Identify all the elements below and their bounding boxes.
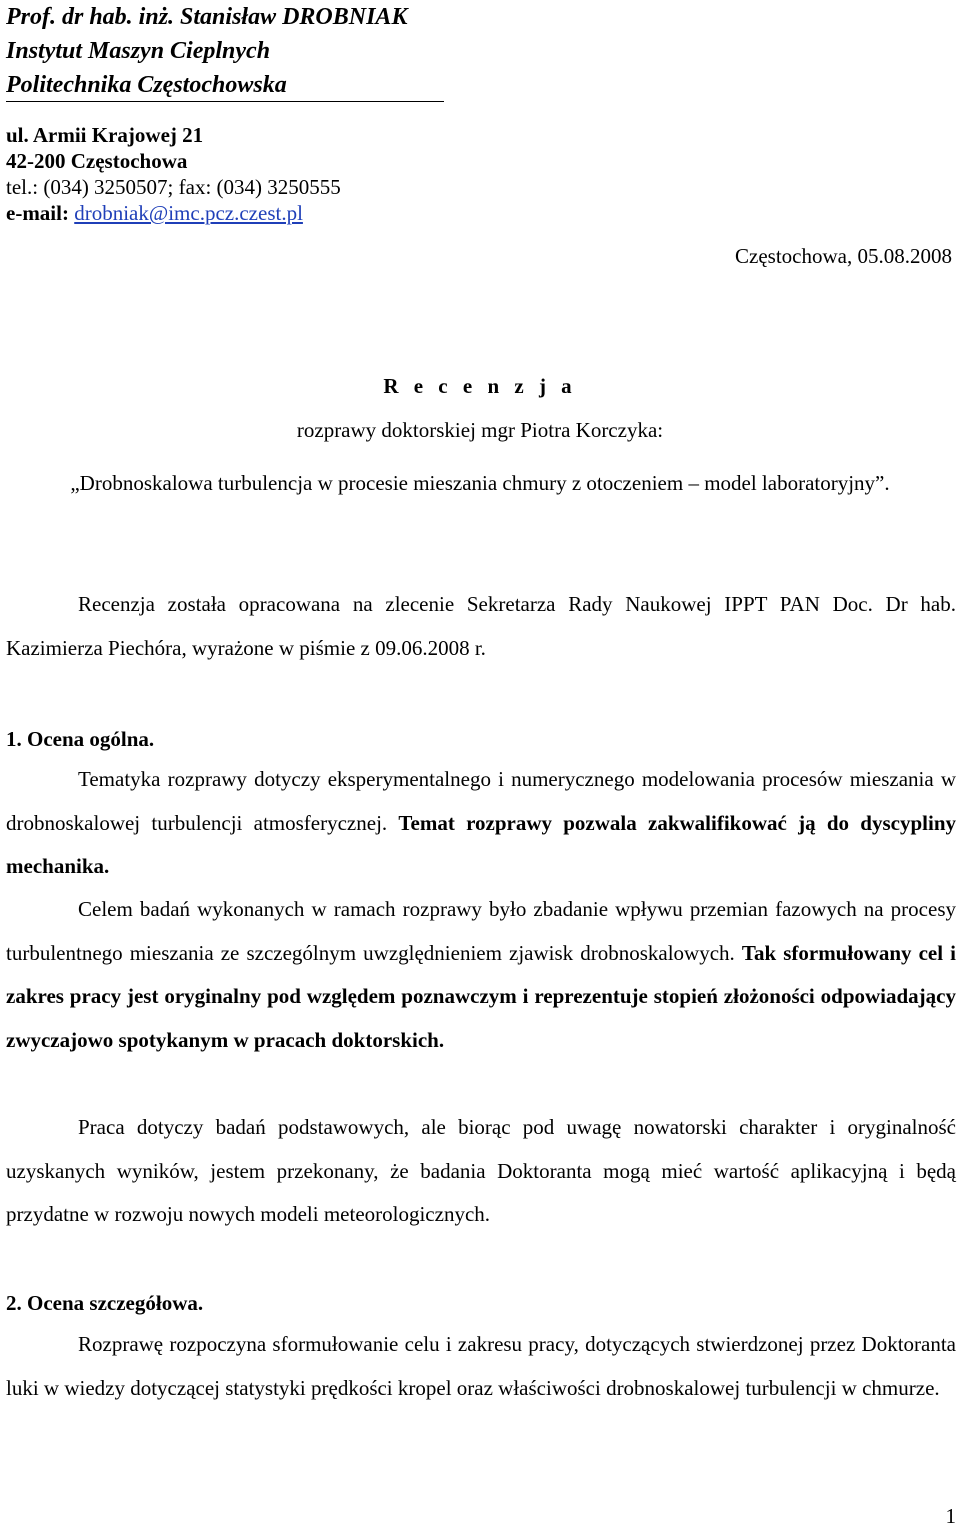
thesis-title-text: „Drobnoskalowa turbulencja w procesie mieszania chmury z otoczeniem – model laboratoryjny”.	[70, 471, 890, 495]
page-number: 1	[945, 1504, 956, 1528]
document-date: Częstochowa, 05.08.2008	[735, 244, 952, 268]
section-2-paragraph-1: Rozprawę rozpoczyna sformułowanie celu i zakresu pracy, dotyczących stwierdzonej przez Doktoranta luki w wiedzy dotyczącej statystyki prędkości kropel oraz właściwości drobnoskalowej turbulencji w chmurze.	[6, 1332, 956, 1400]
email-line	[6, 200, 341, 226]
city-address: 42-200 Częstochowa	[6, 149, 188, 173]
sender-header	[6, 0, 407, 102]
author-name: Prof. dr hab. inż. Stanisław DROBNIAK	[6, 4, 408, 30]
section-1-paragraph-2	[6, 888, 956, 1062]
thesis-title	[0, 461, 960, 505]
s1p2-bold: Tak sformułowany cel i zakres pracy jest oryginalny pod względem poznawczym i reprezentuje stopień złożoności odpowiadający zwyczajowo spotykanym w pracach doktorskich.	[6, 940, 956, 1052]
intro-paragraph: Recenzja została opracowana na zlecenie Sekretarza Rady Naukowej IPPT PAN Doc. Dr hab. Kazimierza Piechóra, wyrażone w piśmie z 09.06.2008 r.	[6, 592, 956, 660]
section-1-heading: 1. Ocena ogólna.	[6, 727, 155, 751]
section-2-heading: 2. Ocena szczegółowa.	[6, 1291, 204, 1315]
document-title: R e c e n z j a	[383, 374, 577, 398]
university-name: Politechnika Częstochowska	[6, 72, 287, 98]
email-label: e-mail:	[6, 201, 69, 225]
s1p1-bold: Temat rozprawy pozwala zakwalifikować ją do dyscypliny mechanika.	[6, 810, 956, 878]
s1p1-normal: Tematyka rozprawy dotyczy eksperymentalnego i numerycznego modelowania procesów mieszania w drobnoskalowej turbulencji atmosferycznej.	[6, 767, 956, 835]
s1p2-normal: Celem badań wykonanych w ramach rozprawy było zbadanie wpływu przemian fazowych na procesy turbulentnego mieszania ze szczególnym uwzględnieniem zjawisk drobnoskalowych.	[6, 897, 956, 965]
address-block	[6, 122, 341, 226]
phone-fax: tel.: (034) 3250507; fax: (034) 3250555	[6, 175, 341, 199]
institute-name: Instytut Maszyn Cieplnych	[6, 38, 271, 64]
section-1-paragraph-1	[6, 758, 956, 889]
section-1-paragraph-3: Praca dotyczy badań podstawowych, ale biorąc pod uwagę nowatorski charakter i oryginalność uzyskanych wyników, jestem przekonany, że badania Doktoranta mogą mieć wartość aplikacyjną i będą przydatne w rozwoju nowych modeli meteorologicznych.	[6, 1115, 956, 1226]
document-subtitle: rozprawy doktorskiej mgr Piotra Korczyka:	[296, 418, 664, 442]
street-address: ul. Armii Krajowej 21	[6, 123, 204, 147]
header-divider	[6, 101, 444, 102]
email-link[interactable]: drobniak@imc.pcz.czest.pl	[74, 201, 303, 225]
